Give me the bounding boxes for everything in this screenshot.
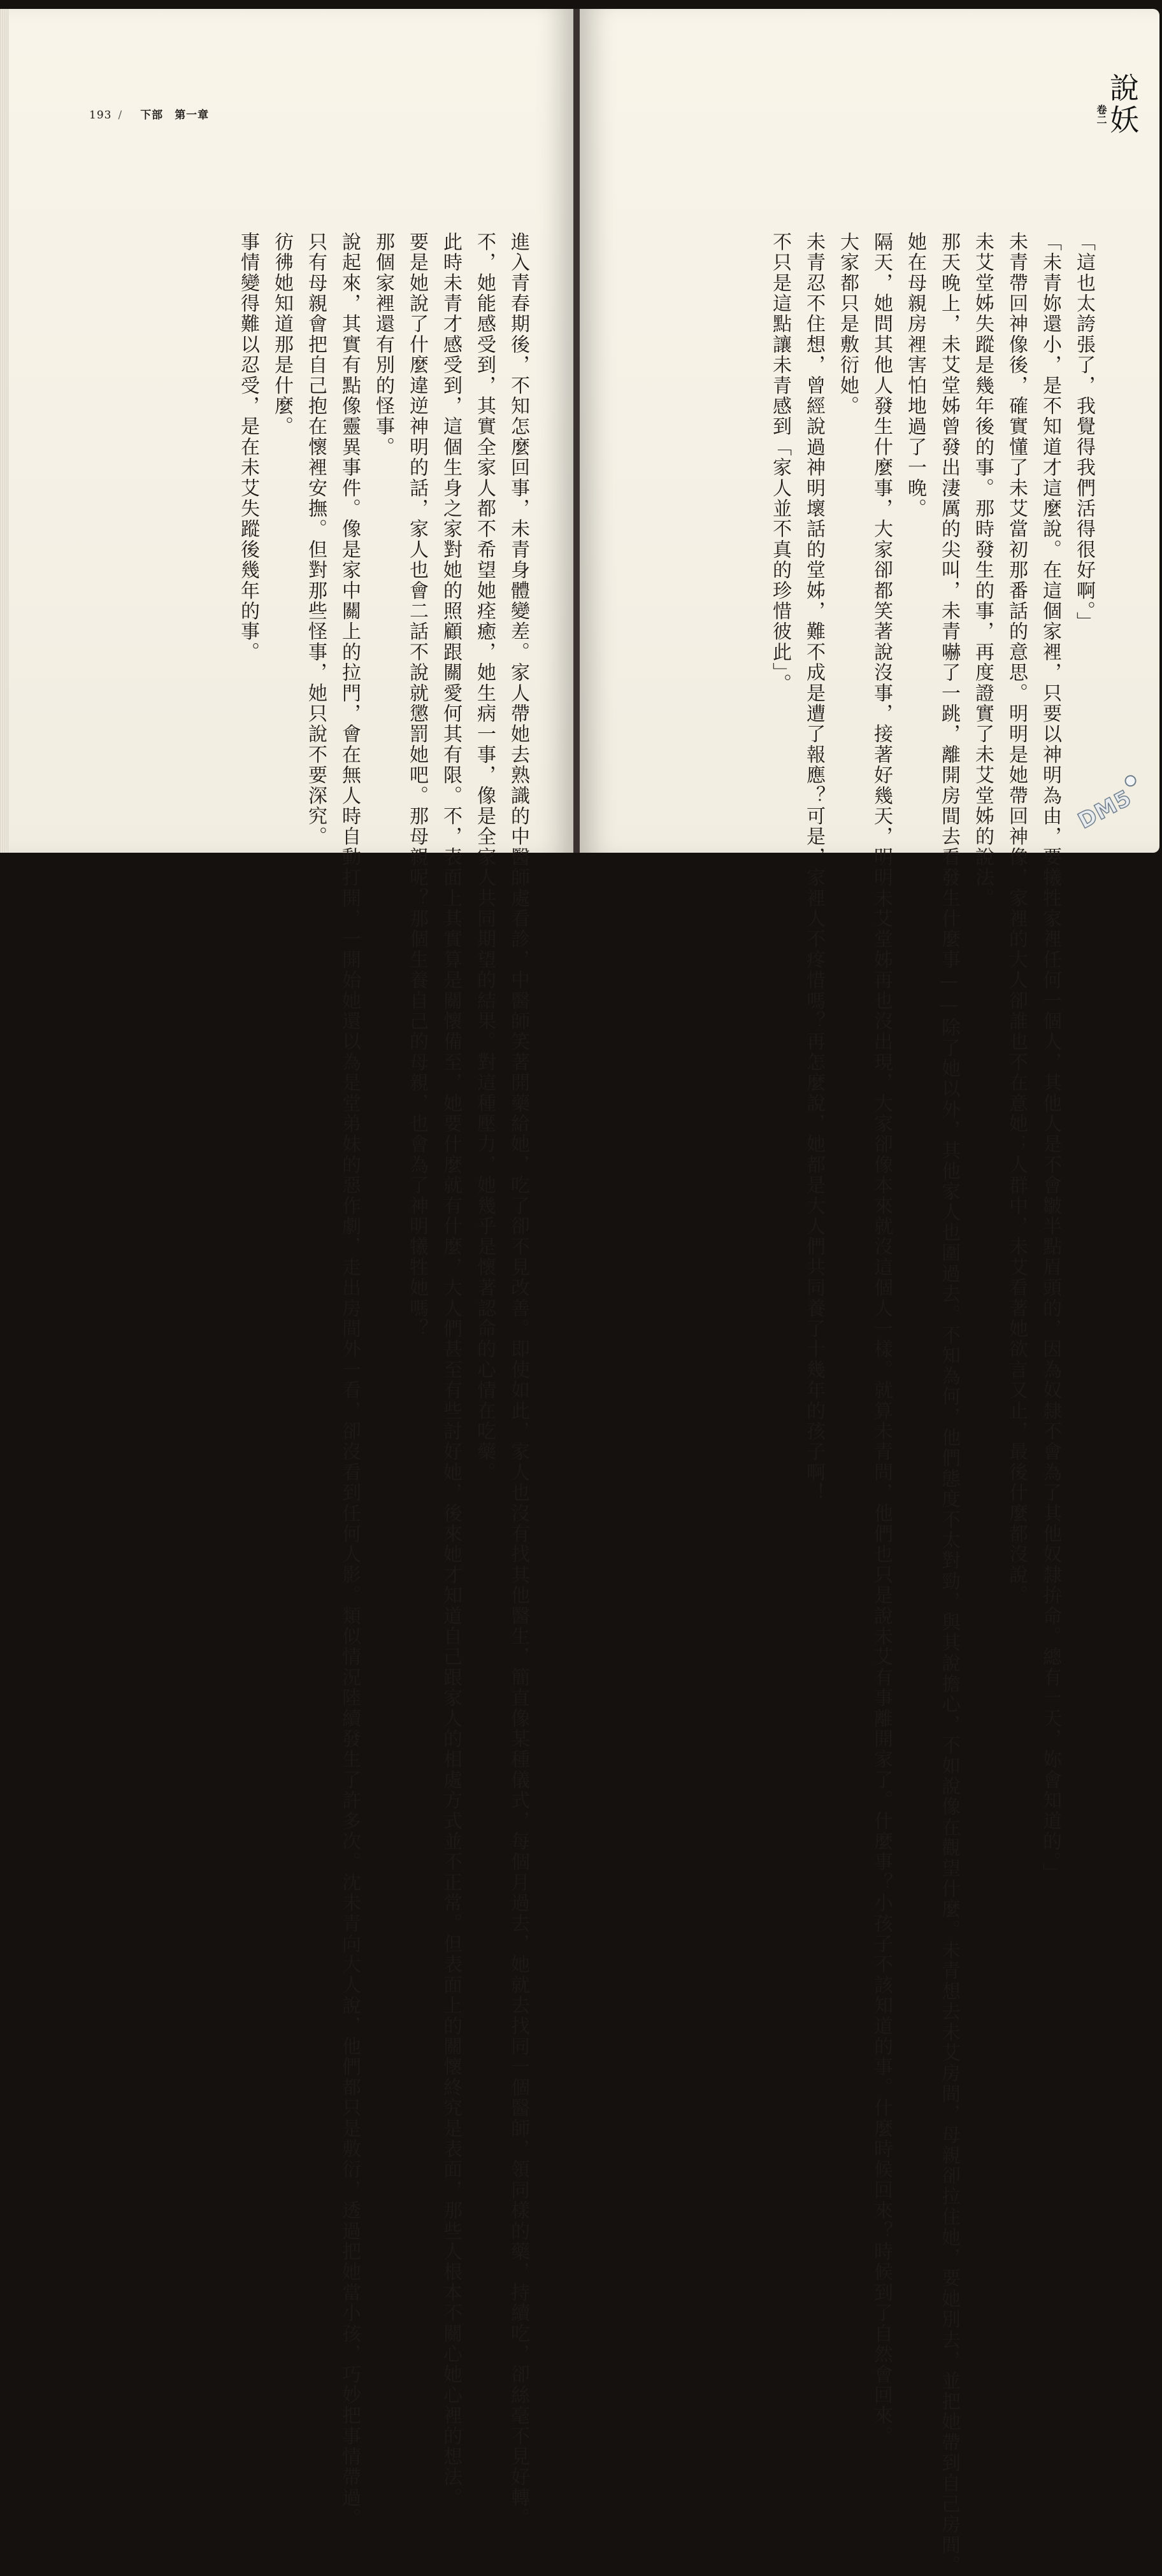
page-number: 193 bbox=[89, 109, 112, 122]
paragraph: 隔天，她問其他人發生什麼事，大家卻都笑著說沒事，接著好幾天，明明未艾堂姊再也沒出現，大家卻像本來就沒這個人一樣。就算未青問，他們也只是說未艾有事離開家了。什麼事？小孩子不該知道的事。什麼時候回來？時候到了自然會回來。 bbox=[870, 232, 893, 2447]
paragraph: 未青忍不住想，曾經說過神明壞話的堂姊，難不成是遭了報應？可是，家裡人不疼惜嗎？再怎麼說，她都是大人們共同養了十幾年的孩子啊！ bbox=[803, 232, 825, 1504]
paragraph: 要是她說了什麼違逆神明的話，家人也會二話不說就懲罰她吧。那母親呢？那個生養自己的母親，也會為了神明犧牲她嗎？ bbox=[406, 232, 428, 1339]
paragraph: 不，她能感受到，其實全家人都不希望她痊癒，她生病一事，像是全家人共同期望的結果。對這種壓力，她幾乎是懷著認命的心情在吃藥。 bbox=[473, 232, 496, 1483]
watermark-text: DM5 bbox=[1073, 785, 1136, 834]
section-title: 下部 bbox=[140, 109, 164, 122]
left-body-text bbox=[231, 194, 535, 2529]
paragraph: 那個家裡還有別的怪事。 bbox=[372, 232, 394, 458]
book-spread bbox=[0, 9, 1159, 2576]
book-title-mark bbox=[1093, 73, 1144, 143]
paragraph: 進入青春期後，不知怎麼回事，未青身體變差。家人帶她去熟識的中醫師處看診，中醫師笑著開藥給她，吃了卻不見改善。即使如此，家人也沒有找其他醫生，簡直像某種儀式，每個月過去，她就去找同一個醫師，領同樣的藥，持續吃，卻絲毫不見好轉。 bbox=[507, 232, 529, 2529]
left-page bbox=[0, 9, 575, 2529]
separator: / bbox=[118, 109, 123, 122]
paragraph: 只有母親會把自己抱在懷裡安撫。但對那些怪事，她只說不要深究。 bbox=[305, 232, 327, 847]
watermark-icon bbox=[1123, 773, 1138, 788]
paragraph: 事情變得難以忍受，是在未艾失蹤後幾年的事。 bbox=[237, 232, 259, 663]
paragraph: 「這也太誇張了，我覺得我們活得很好啊。」 bbox=[1073, 232, 1095, 632]
right-page bbox=[578, 9, 1159, 2576]
book-gutter bbox=[573, 9, 580, 853]
chapter-title: 第一章 bbox=[175, 109, 210, 122]
paragraph: 「未青妳還小，是不知道才這麼說。在這個家裡，只要以神明為由，要犧牲家裡任何一個人，其他人是不會皺半點眉頭的，因為奴隸不會為了其他奴隸拚命。總有一天，妳會知道的。」 bbox=[1039, 232, 1061, 1884]
paragraph: 此時未青才感受到，這個生身之家對她的照顧跟關愛何其有限。不，表面上其實算是關懷備至，她要什麼就有什麼，大人們甚至有些討好她，後來她才知道自己跟家人的相處方式並不正常。但表面上的關懷終究是表面，那些人根本不關心她心裡的想法。 bbox=[440, 232, 462, 2508]
paragraph: 大家都只是敷衍她。 bbox=[836, 232, 859, 416]
book-title: 說妖 bbox=[1105, 73, 1140, 136]
paragraph: 那天晚上，未艾堂姊曾發出淒厲的尖叫，未青嚇了一跳，離開房間去看發生什麼事——除了她以外，其他家人也圍過去。不知為何，他們態度不太對勁，與其說擔心，不如說像在觀望什麼。未青想去未艾房間，母親卻拉住她，要她別去，並把她帶到自己房間。 bbox=[938, 232, 960, 2576]
page-edge bbox=[0, 9, 9, 853]
paragraph: 說起來，其實有點像靈異事件。像是家中關上的拉門，會在無人時自動打開，一開始她還以為是堂弟妹的惡作劇，走出房間外一看，卻沒看到任何人影。類似情況陸續發生了許多次。沈未青向大人說，他們都只是敷衍，透過把她當小孩，巧妙把事情帶過。 bbox=[338, 232, 361, 2529]
paragraph: 不只是這點讓未青感到「家人並不真的珍惜彼此」。 bbox=[769, 232, 791, 694]
paragraph: 彷彿她知道那是什麼。 bbox=[271, 232, 293, 437]
volume-label: 卷二 bbox=[1095, 104, 1107, 125]
paragraph: 她在母親房裡害怕地過了一晚。 bbox=[904, 232, 926, 519]
paragraph: 未艾堂姊失蹤是幾年後的事。那時發生的事，再度證實了未艾堂姊的說法。 bbox=[972, 232, 994, 909]
running-head bbox=[89, 106, 209, 122]
right-body-text bbox=[763, 194, 1101, 2576]
paragraph: 未青帶回神像後，確實懂了未艾當初那番話的意思。明明是她帶回神像，家裡的大人卻誰也不在意她；人群中，未艾看著她欲言又止，最後什麼都沒說。 bbox=[1005, 232, 1028, 1606]
